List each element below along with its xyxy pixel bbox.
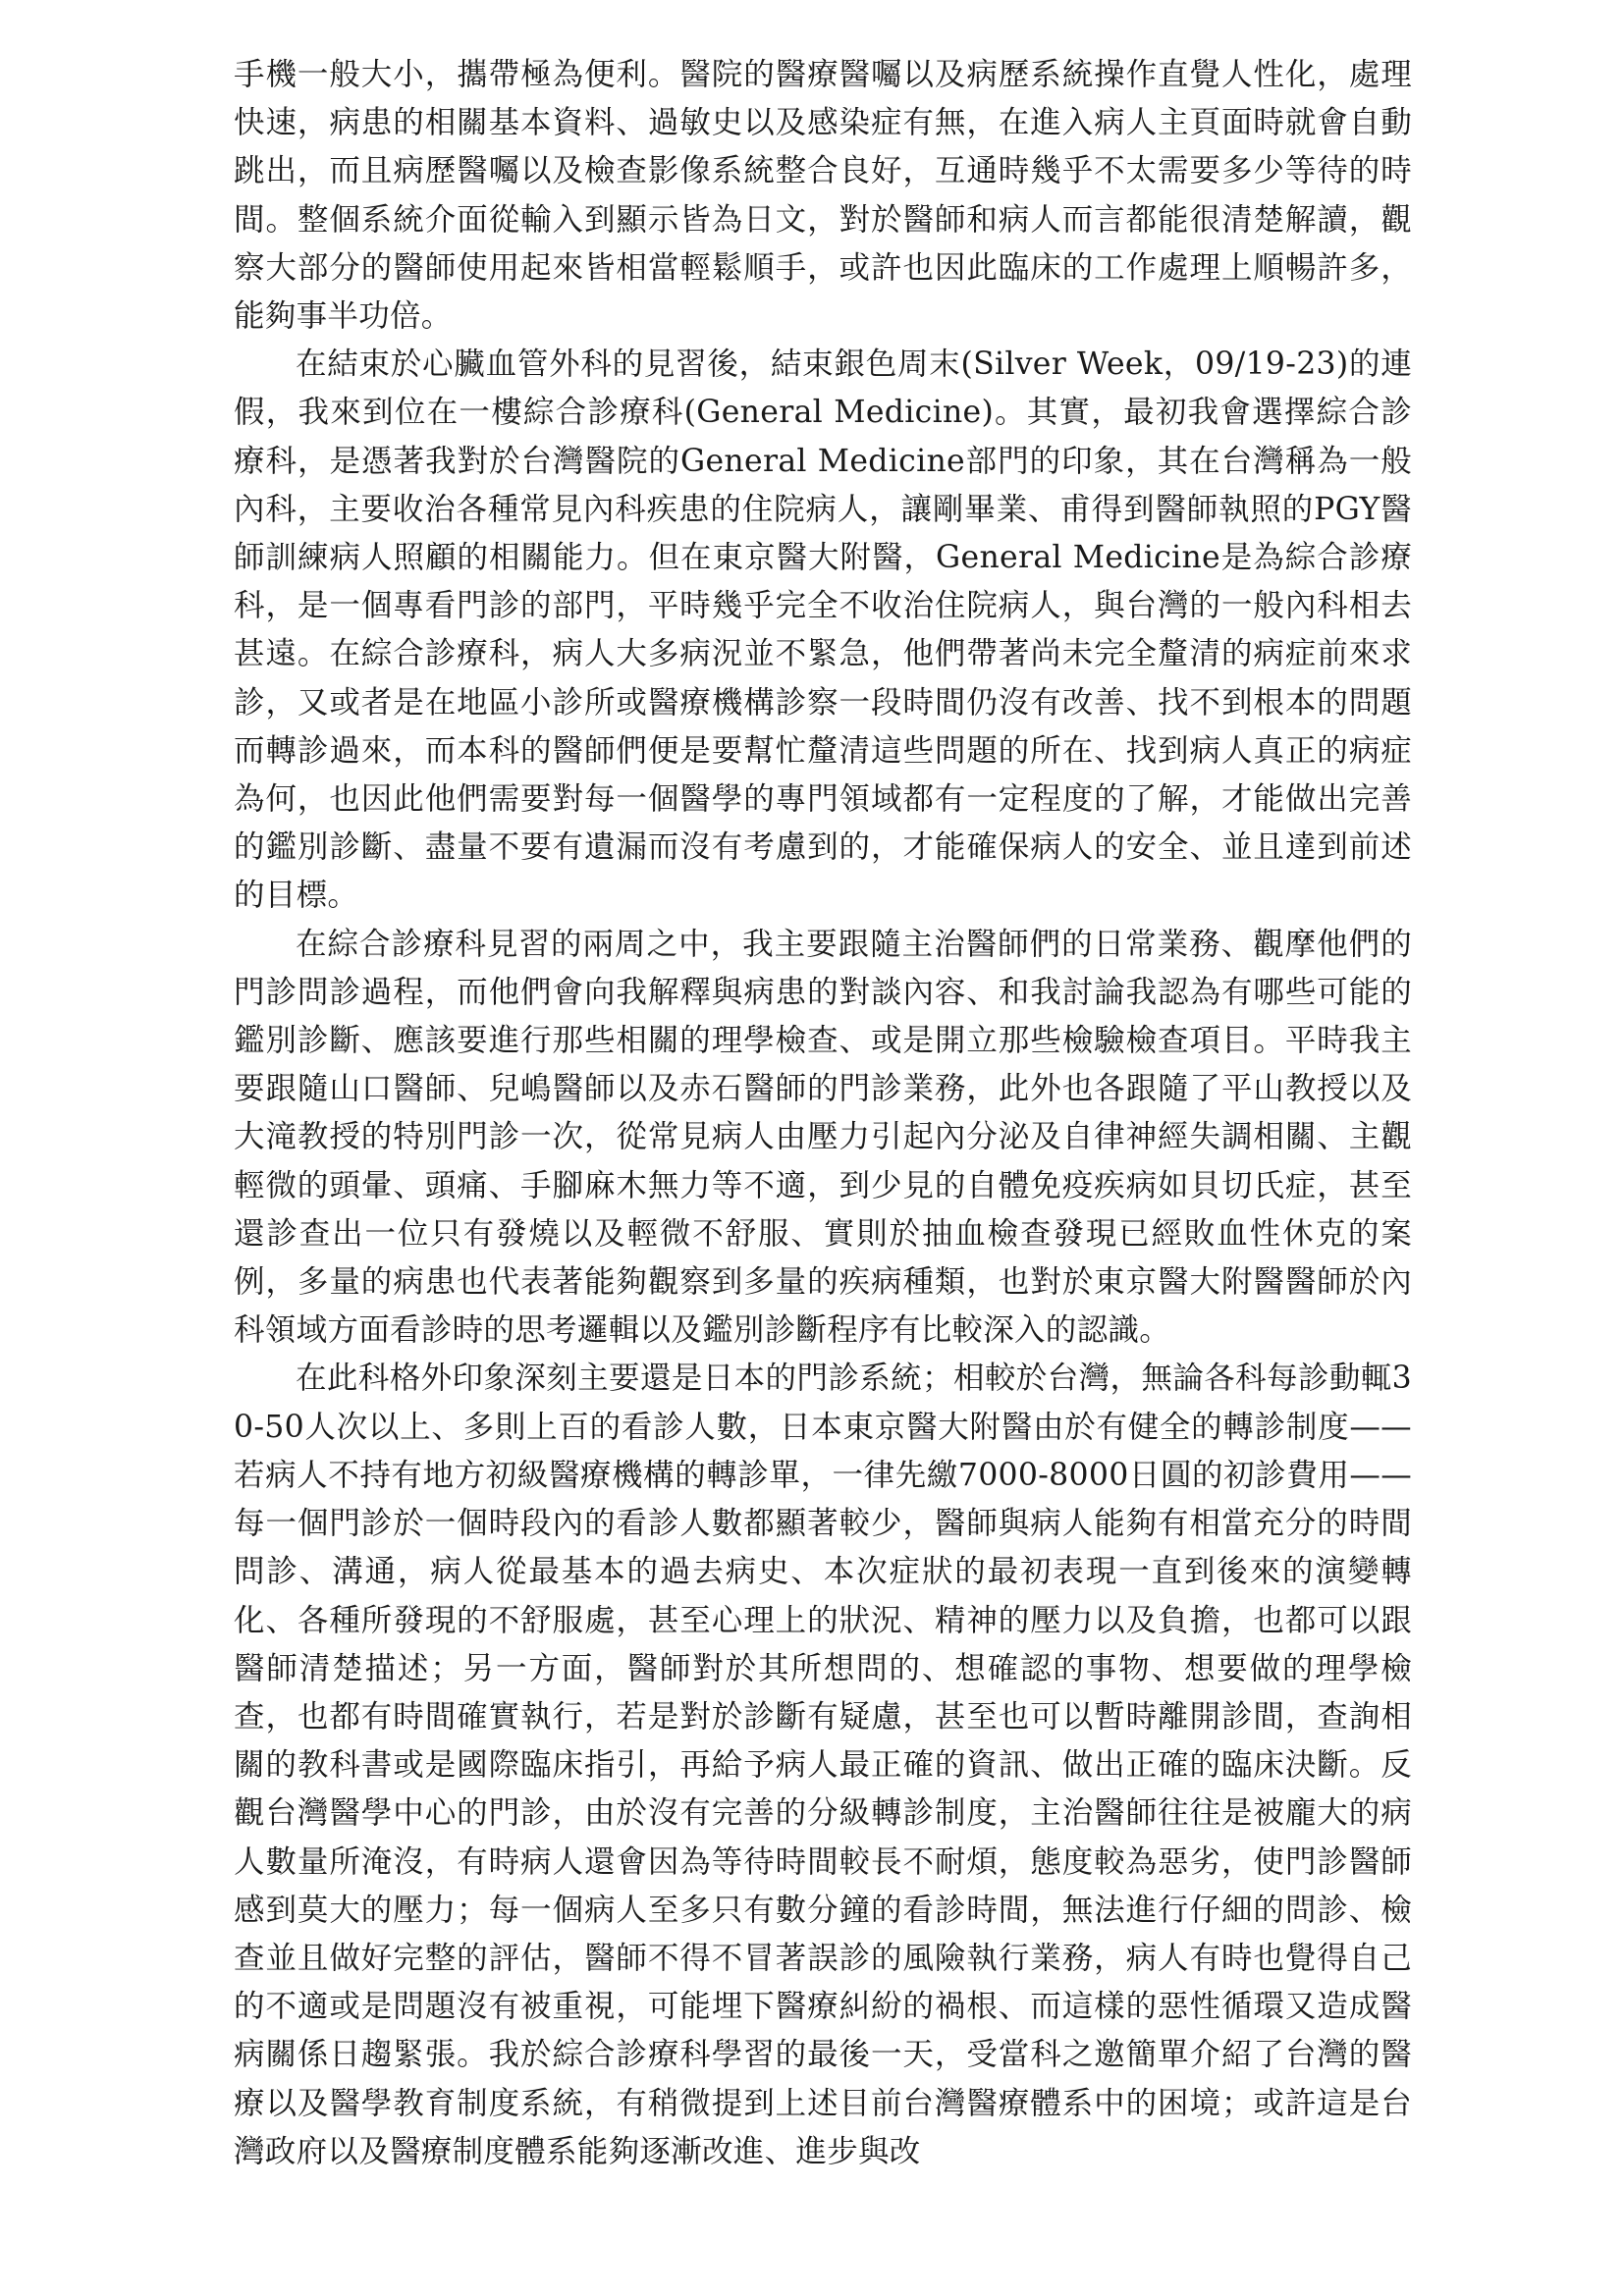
paragraph-hospital-system: 手機一般大小，攜帶極為便利。醫院的醫療醫囑以及病歷系統操作直覺人性化，處理快速，病患的相關基本資料、過敏史以及感染症有無，在進入病人主頁面時就會自動跳出，而且病歷醫囑以及檢查影像系統整合良好，互通時幾乎不太需要多少等待的時間。整個系統介面從輸入到顯示皆為日文，對於醫師和病人而言都能很清楚解讀，觀察大部分的醫師使用起來皆相當輕鬆順手，或許也因此臨床的工作處理上順暢許多，能夠事半功倍。	[234, 57, 1412, 335]
paragraph-outpatient-observation: 在綜合診療科見習的兩周之中，我主要跟隨主治醫師們的日常業務、觀摩他們的門診問診過程，而他們會向我解釋與病患的對談內容、和我討論我認為有哪些可能的鑑別診斷、應該要進行那些相關的理學檢查、或是開立那些檢驗檢查項目。平時我主要跟隨山口醫師、兒嶋醫師以及赤石醫師的門診業務，此外也各跟隨了平山教授以及大滝教授的特別門診一次，從常見病人由壓力引起內分泌及自律神經失調相關、主觀輕微的頭暈、頭痛、手腳麻木無力等不適，到少見的自體免疫疾病如貝切氏症，甚至還診查出一位只有發燒以及輕微不舒服、實則於抽血檢查發現已經敗血性休克的案例，多量的病患也代表著能夠觀察到多量的疾病種類，也對於東京醫大附醫醫師於內科領域方面看診時的思考邏輯以及鑑別診斷程序有比較深入的認識。	[234, 926, 1412, 1349]
paragraph-general-medicine-intro: 在結束於心臟血管外科的見習後，結束銀色周末(Silver Week，09/19-23)的連假，我來到位在一樓綜合診療科(General Medicine)。其實，最初我會選擇綜合診療科，是憑著我對於台灣醫院的General Medicine部門的印象，其在台灣稱為一般內科，主要收治各種常見內科疾患的住院病人，讓剛畢業、甫得到醫師執照的PGY醫師訓練病人照顧的相關能力。但在東京醫大附醫，General Medicine是為綜合診療科，是一個專看門診的部門，平時幾乎完全不收治住院病人，與台灣的一般內科相去甚遠。在綜合診療科，病人大多病況並不緊急，他們帶著尚未完全釐清的病症前來求診，又或者是在地區小診所或醫療機構診察一段時間仍沒有改善、找不到根本的問題而轉診過來，而本科的醫師們便是要幫忙釐清這些問題的所在、找到病人真正的病症為何，也因此他們需要對每一個醫學的專門領域都有一定程度的了解，才能做出完善的鑑別診斷、盡量不要有遺漏而沒有考慮到的，才能確保病人的安全、並且達到前述的目標。	[234, 347, 1412, 914]
paragraph-referral-system: 在此科格外印象深刻主要還是日本的門診系統；相較於台灣，無論各科每診動輒30-50人次以上、多則上百的看診人數，日本東京醫大附醫由於有健全的轉診制度——若病人不持有地方初級醫療機構的轉診單，一律先繳7000-8000日圓的初診費用——每一個門診於一個時段內的看診人數都顯著較少，醫師與病人能夠有相當充分的時間問診、溝通，病人從最基本的過去病史、本次症狀的最初表現一直到後來的演變轉化、各種所發現的不舒服處，甚至心理上的狀況、精神的壓力以及負擔，也都可以跟醫師清楚描述；另一方面，醫師對於其所想問的、想確認的事物、想要做的理學檢查，也都有時間確實執行，若是對於診斷有疑慮，甚至也可以暫時離開診間，查詢相關的教科書或是國際臨床指引，再給予病人最正確的資訊、做出正確的臨床決斷。反觀台灣醫學中心的門診，由於沒有完善的分級轉診制度，主治醫師往往是被龐大的病人數量所淹沒，有時病人還會因為等待時間較長不耐煩，態度較為惡劣，使門診醫師感到莫大的壓力；每一個病人至多只有數分鐘的看診時間，無法進行仔細的問診、檢查並且做好完整的評估，醫師不得不冒著誤診的風險執行業務，病人有時也覺得自己的不適或是問題沒有被重視，可能埋下醫療糾紛的禍根、而這樣的惡性循環又造成醫病關係日趨緊張。我於綜合診療科學習的最後一天，受當科之邀簡單介紹了台灣的醫療以及醫學教育制度系統，有稍微提到上述目前台灣醫療體系中的困境；或許這是台灣政府以及醫療制度體系能夠逐漸改進、進步與改	[234, 1361, 1412, 2169]
document-body	[234, 51, 1412, 2176]
